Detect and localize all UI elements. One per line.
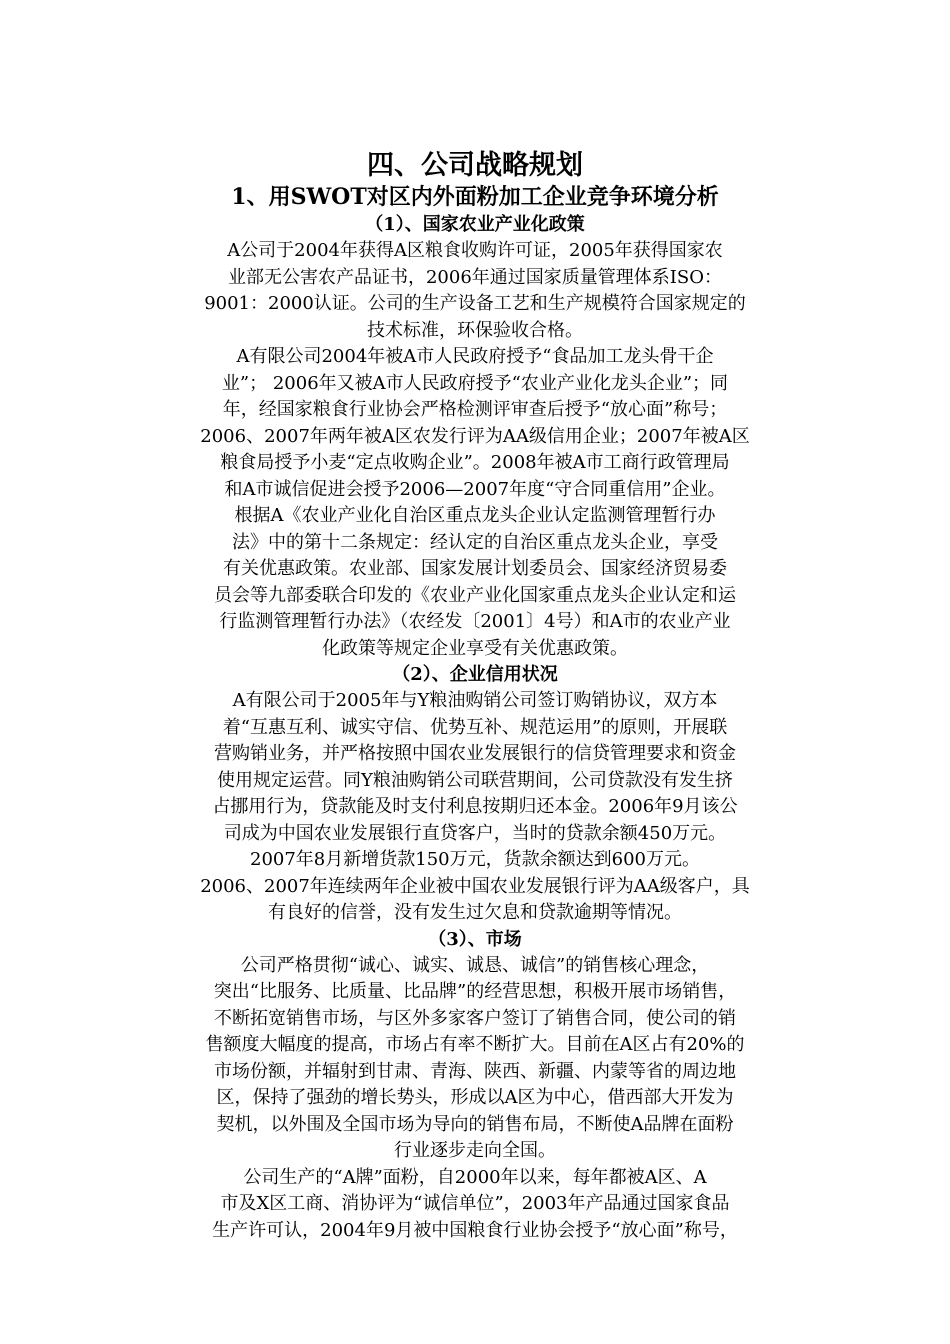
paragraph-line: 法》中的第十二条规定：经认定的自治区重点龙头企业，享受 bbox=[232, 531, 718, 553]
paragraph bbox=[143, 503, 807, 662]
section-title: （3）、市场 bbox=[428, 928, 522, 950]
paragraph-line: 公司生产的“A牌”面粉，自2000年以来，每年都被A区、A bbox=[243, 1166, 707, 1188]
paragraph-line: 行业逐步走向全国。 bbox=[394, 1140, 556, 1161]
paragraph-line: A有限公司于2005年与Y粮油购销公司签订购销协议，双方本 bbox=[232, 690, 718, 711]
paragraph bbox=[143, 688, 807, 927]
paragraph-line: 2007年8月新增货款150万元，货款余额达到600万元。 bbox=[250, 849, 700, 870]
paragraph-line: A公司于2004年获得A区粮食收购许可证，2005年获得国家农 bbox=[227, 240, 723, 261]
document-subheading: 1、用SWOT对区内外面粉加工企业竞争环境分析 bbox=[231, 184, 719, 210]
paragraph-line: 突出“比服务、比质量、比品牌”的经营思想，积极开展市场销售， bbox=[213, 981, 737, 1002]
paragraph-line: 营购销业务，并严格按照中国农业发展银行的信贷管理要求和资金 bbox=[214, 743, 736, 764]
paragraph-line: A有限公司2004年被A市人民政府授予“食品加工龙头骨干企 bbox=[236, 346, 714, 367]
section-title: （2）、企业信用状况 bbox=[392, 664, 558, 685]
paragraph-line: 粮食局授予小麦“定点收购企业”。2008年被A市工商行政管理局 bbox=[220, 452, 730, 473]
paragraph-line: 不断拓宽销售市场，与区外多家客户签订了销售合同，使公司的销 bbox=[214, 1007, 736, 1029]
paragraph-line: 区，保持了强劲的增长势头，形成以A区为中心，借西部大开发为 bbox=[216, 1087, 734, 1108]
paragraph bbox=[143, 953, 807, 1165]
document-heading: 四、公司战略规划 bbox=[367, 150, 583, 181]
paragraph-line: 年，经国家粮食行业协会严格检测评审查后授予“放心面”称号； bbox=[222, 399, 728, 420]
document-body bbox=[143, 212, 807, 1244]
paragraph-line: 司成为中国农业发展银行直贷客户，当时的贷款余额450万元。 bbox=[223, 822, 727, 844]
paragraph-line: 市场份额，并辐射到甘肃、青海、陕西、新疆、内蒙等省的周边地 bbox=[214, 1060, 736, 1082]
paragraph-line: 2006、2007年两年被A区农发行评为AA级信用企业；2007年被A区 bbox=[200, 425, 750, 447]
paragraph bbox=[143, 344, 807, 503]
paragraph-line: 公司严格贯彻“诚心、诚实、诚恳、诚信”的销售核心理念， bbox=[240, 954, 710, 976]
paragraph bbox=[143, 1165, 807, 1245]
paragraph-line: 售额度大幅度的提高，市场占有率不断扩大。目前在A区占有20%的 bbox=[205, 1034, 745, 1055]
paragraph-line: 业部无公害农产品证书，2006年通过国家质量管理体系ISO： bbox=[227, 266, 722, 288]
paragraph-line: 着“互惠互利、诚实守信、优势互补、规范运用”的原则，开展联 bbox=[222, 716, 728, 738]
paragraph-line: 使用规定运营。同Y粮油购销公司联营期间，公司贷款没有发生挤 bbox=[217, 769, 733, 791]
paragraph-line: 2006、2007年连续两年企业被中国农业发展银行评为AA级客户，具 bbox=[200, 875, 750, 897]
paragraph-line: 占挪用行为，贷款能及时支付利息按期归还本金。2006年9月该公 bbox=[212, 796, 738, 817]
paragraph-line: 9001：2000认证。公司的生产设备工艺和生产规模符合国家规定的 bbox=[204, 293, 746, 314]
paragraph-line: 员会等九部委联合印发的《农业产业化国家重点龙头企业认定和运 bbox=[214, 584, 736, 606]
paragraph-line: 根据A《农业产业化自治区重点龙头企业认定监测管理暂行办 bbox=[234, 505, 716, 526]
paragraph-line: 市及X区工商、消协评为“诚信单位”，2003年产品通过国家食品 bbox=[220, 1193, 730, 1214]
paragraph bbox=[143, 238, 807, 344]
paragraph-line: 业”； 2006年又被A市人民政府授予“农业产业化龙头企业”；同 bbox=[221, 372, 729, 394]
section-title: （1）、国家农业产业化政策 bbox=[365, 214, 585, 235]
paragraph-line: 生产许可认，2004年9月被中国粮食行业协会授予“放心面”称号， bbox=[212, 1219, 738, 1241]
paragraph-line: 有良好的信誉，没有发生过欠息和贷款逾期等情况。 bbox=[268, 902, 682, 923]
paragraph-line: 有关优惠政策。农业部、国家发展计划委员会、国家经济贸易委 bbox=[223, 558, 727, 579]
paragraph-line: 化政策等规定企业享受有关优惠政策。 bbox=[322, 637, 628, 659]
paragraph-line: 技术标准，环保验收合格。 bbox=[367, 319, 583, 341]
paragraph-line: 契机，以外围及全国市场为导向的销售布局，不断使A品牌在面粉 bbox=[216, 1113, 734, 1135]
document-page bbox=[143, 150, 807, 1244]
paragraph-line: 行监测管理暂行办法》（农经发〔2001〕4号）和A市的农业产业 bbox=[219, 611, 731, 632]
paragraph-line: 和A市诚信促进会授予2006—2007年度“守合同重信用”企业。 bbox=[224, 478, 726, 500]
